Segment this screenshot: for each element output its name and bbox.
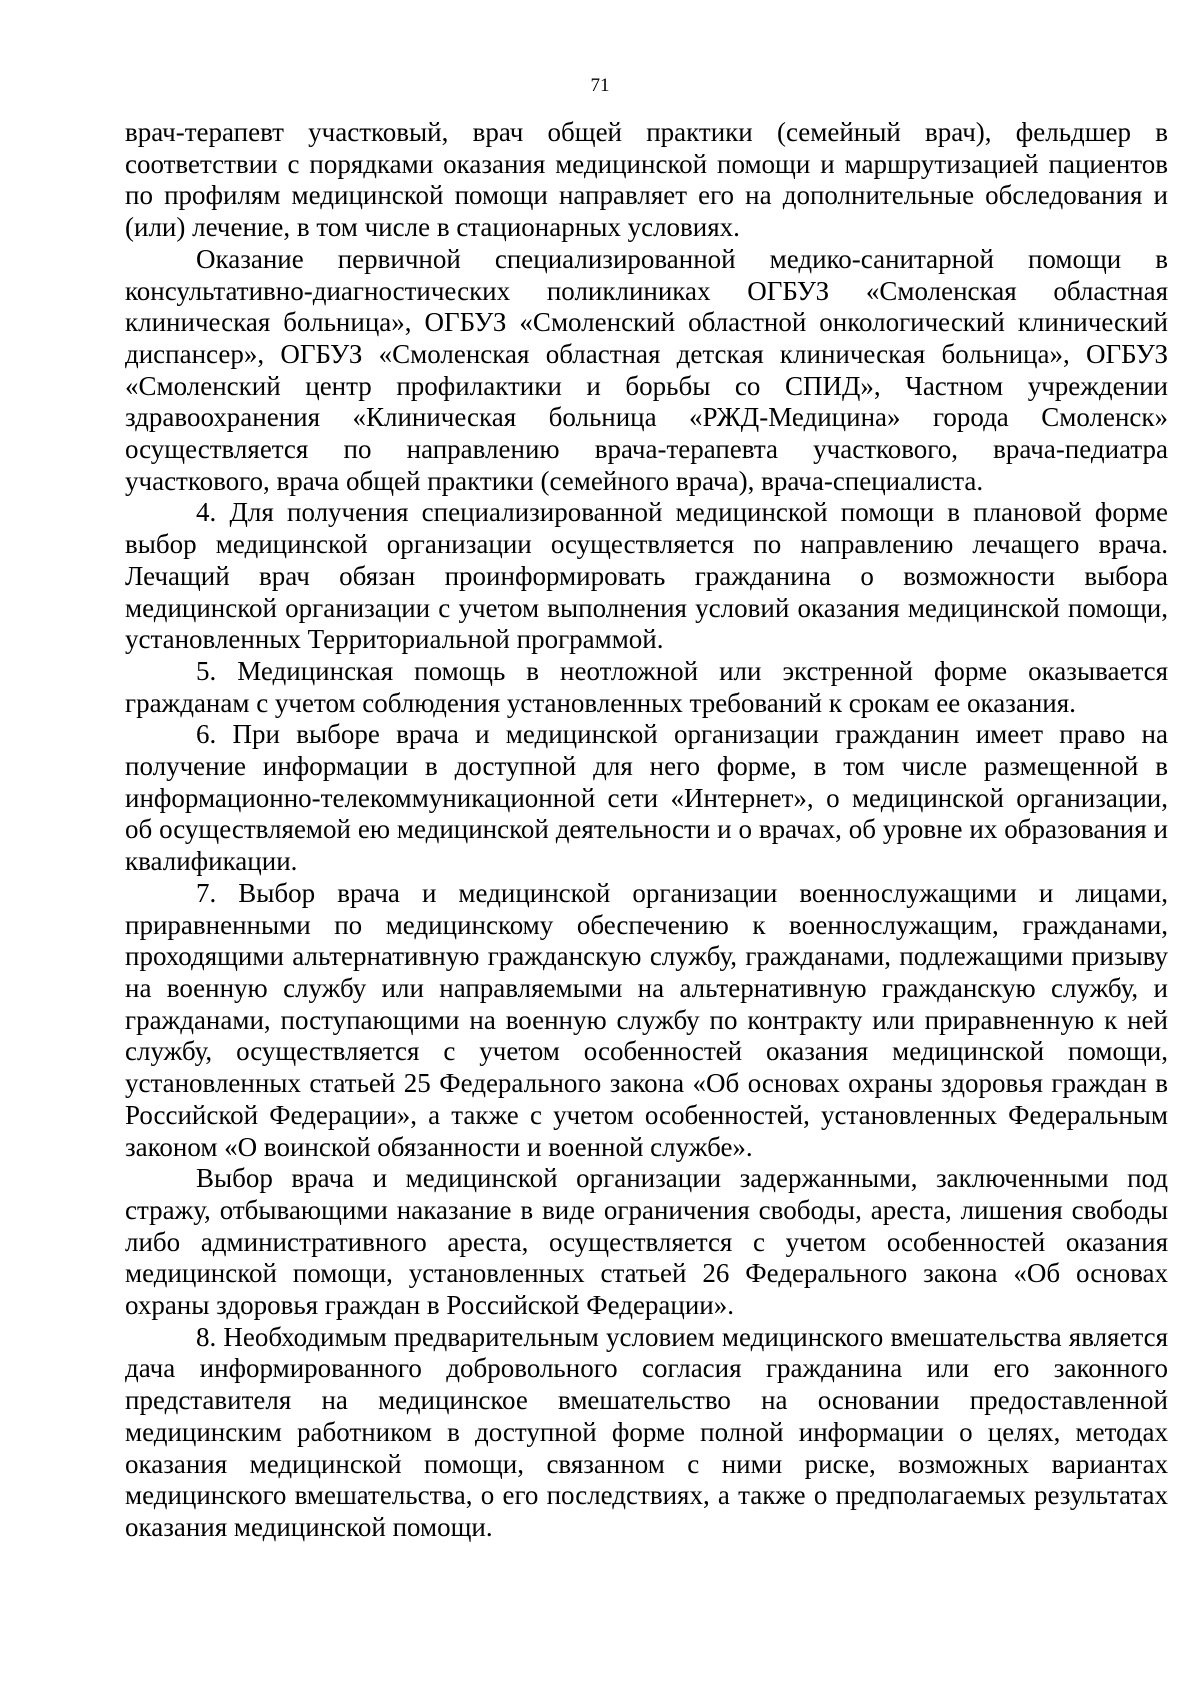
paragraph-specialized-care-clinics: Оказание первичной специализированной медико-санитарной помощи в консультативно-диагностических поликлиниках ОГБУЗ «Смоленская областная клиническая больница», ОГБУЗ «Смоленский областной онкологический клинический диспансер», ОГБУЗ «Смоленская областная детская клиническая больница», ОГБУЗ «Смоленский центр профилактики и борьбы со СПИД», Частном учреждении здравоохранения «Клиническая больница «РЖД-Медицина» города Смоленск» осуществляется по направлению врача-терапевта участкового, врача-педиатра участкового, врача общей практики (семейного врача), врача-специалиста. bbox=[125, 243, 1168, 496]
paragraph-continuation: врач-терапевт участковый, врач общей практики (семейный врач), фельдшер в соответствии с порядками оказания медицинской помощи и маршрутизацией пациентов по профилям медицинской помощи направляет его на дополнительные обследования и (или) лечение, в том числе в стационарных условиях. bbox=[125, 117, 1168, 243]
paragraph-item-5: 5. Медицинская помощь в неотложной или экстренной форме оказывается гражданам с учетом соблюдения установленных требований к срокам ее оказания. bbox=[125, 655, 1168, 718]
paragraph-detainees-choice: Выбор врача и медицинской организации задержанными, заключенными под стражу, отбывающими наказание в виде ограничения свободы, ареста, лишения свободы либо административного ареста, осуществляется с учетом особенностей оказания медицинской помощи, установленных статьей 26 Федерального закона «Об основах охраны здоровья граждан в Российской Федерации». bbox=[125, 1163, 1168, 1321]
paragraph-item-8: 8. Необходимым предварительным условием медицинского вмешательства является дача информированного добровольного согласия гражданина или его законного представителя на медицинское вмешательство на основании предоставленной медицинским работником в доступной форме полной информации о целях, методах оказания медицинской помощи, связанном с ними риске, возможных вариантах медицинского вмешательства, о его последствиях, а также о предполагаемых результатах оказания медицинской помощи. bbox=[125, 1321, 1168, 1542]
page-number: 71 bbox=[590, 75, 610, 96]
paragraph-item-7: 7. Выбор врача и медицинской организации военнослужащими и лицами, приравненными по медицинскому обеспечению к военнослужащим, гражданами, проходящими альтернативную гражданскую службу, гражданами, подлежащими призыву на военную службу или направляемыми на альтернативную гражданскую службу, и гражданами, поступающими на военную службу по контракту или приравненную к ней службу, осуществляется с учетом особенностей оказания медицинской помощи, установленных статьей 25 Федерального закона «Об основах охраны здоровья граждан в Российской Федерации», а также с учетом особенностей, установленных Федеральным законом «О воинской обязанности и военной службе». bbox=[125, 877, 1168, 1162]
document-body bbox=[125, 117, 1168, 1544]
paragraph-item-6: 6. При выборе врача и медицинской организации гражданин имеет право на получение информации в доступной для него форме, в том числе размещенной в информационно-телекоммуникационной сети «Интернет», о медицинской организации, об осуществляемой ею медицинской деятельности и о врачах, об уровне их образования и квалификации. bbox=[125, 719, 1168, 877]
paragraph-item-4: 4. Для получения специализированной медицинской помощи в плановой форме выбор медицинской организации осуществляется по направлению лечащего врача. Лечащий врач обязан проинформировать гражданина о возможности выбора медицинской организации с учетом выполнения условий оказания медицинской помощи, установленных Территориальной программой. bbox=[125, 497, 1168, 655]
